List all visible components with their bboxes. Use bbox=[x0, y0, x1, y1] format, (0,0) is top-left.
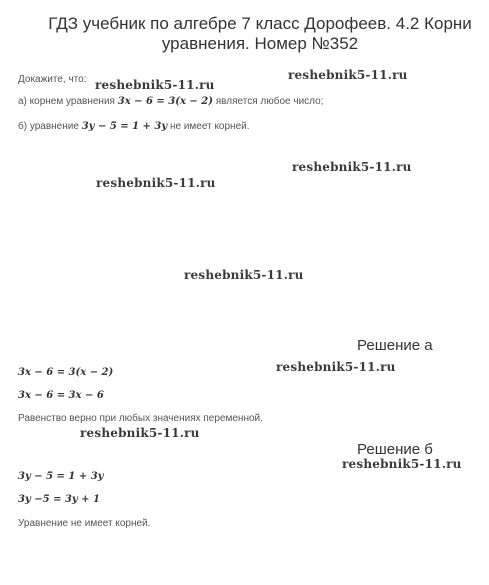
page-title: ГДЗ учебник по алгебре 7 класс Дорофеев. 4.2 Корни уравнения. Номер №352 bbox=[48, 14, 472, 53]
task-part-a bbox=[18, 95, 323, 109]
task-b-suffix: не имеет корней. bbox=[169, 121, 250, 132]
solution-a-line-2: 3x − 6 = 3x − 6 bbox=[18, 390, 104, 401]
task-a-prefix: а) корнем уравнения bbox=[18, 96, 115, 107]
task-a-equation: 3x − 6 = 3(x − 2) bbox=[117, 96, 213, 107]
solution-b-line-1: 3y − 5 = 1 + 3y bbox=[18, 471, 104, 482]
task-intro: Докажите, что: bbox=[18, 74, 87, 85]
solution-b-conclusion: Уравнение не имеет корней. bbox=[18, 518, 151, 529]
solution-a-line-1: 3x − 6 = 3(x − 2) bbox=[18, 367, 114, 378]
watermark: reshebnik5-11.ru bbox=[80, 426, 200, 440]
solution-a-conclusion: Равенство верно при любых значениях переменной. bbox=[18, 413, 263, 424]
watermark: reshebnik5-11.ru bbox=[96, 176, 216, 190]
watermark: reshebnik5-11.ru bbox=[288, 68, 408, 82]
solution-a-heading: Решение а bbox=[357, 337, 433, 354]
task-b-equation: 3y − 5 = 1 + 3y bbox=[81, 121, 168, 132]
task-b-prefix: б) уравнение bbox=[18, 121, 79, 132]
solution-b-line-2: 3y −5 = 3y + 1 bbox=[18, 494, 100, 505]
watermark: reshebnik5-11.ru bbox=[184, 268, 304, 282]
watermark: reshebnik5-11.ru bbox=[292, 160, 412, 174]
task-a-suffix: является любое число; bbox=[215, 96, 324, 107]
solution-b-heading: Решение б bbox=[357, 441, 433, 458]
watermark: reshebnik5-11.ru bbox=[95, 78, 215, 92]
watermark: reshebnik5-11.ru bbox=[342, 457, 462, 471]
task-part-b bbox=[18, 120, 250, 134]
watermark: reshebnik5-11.ru bbox=[276, 360, 396, 374]
